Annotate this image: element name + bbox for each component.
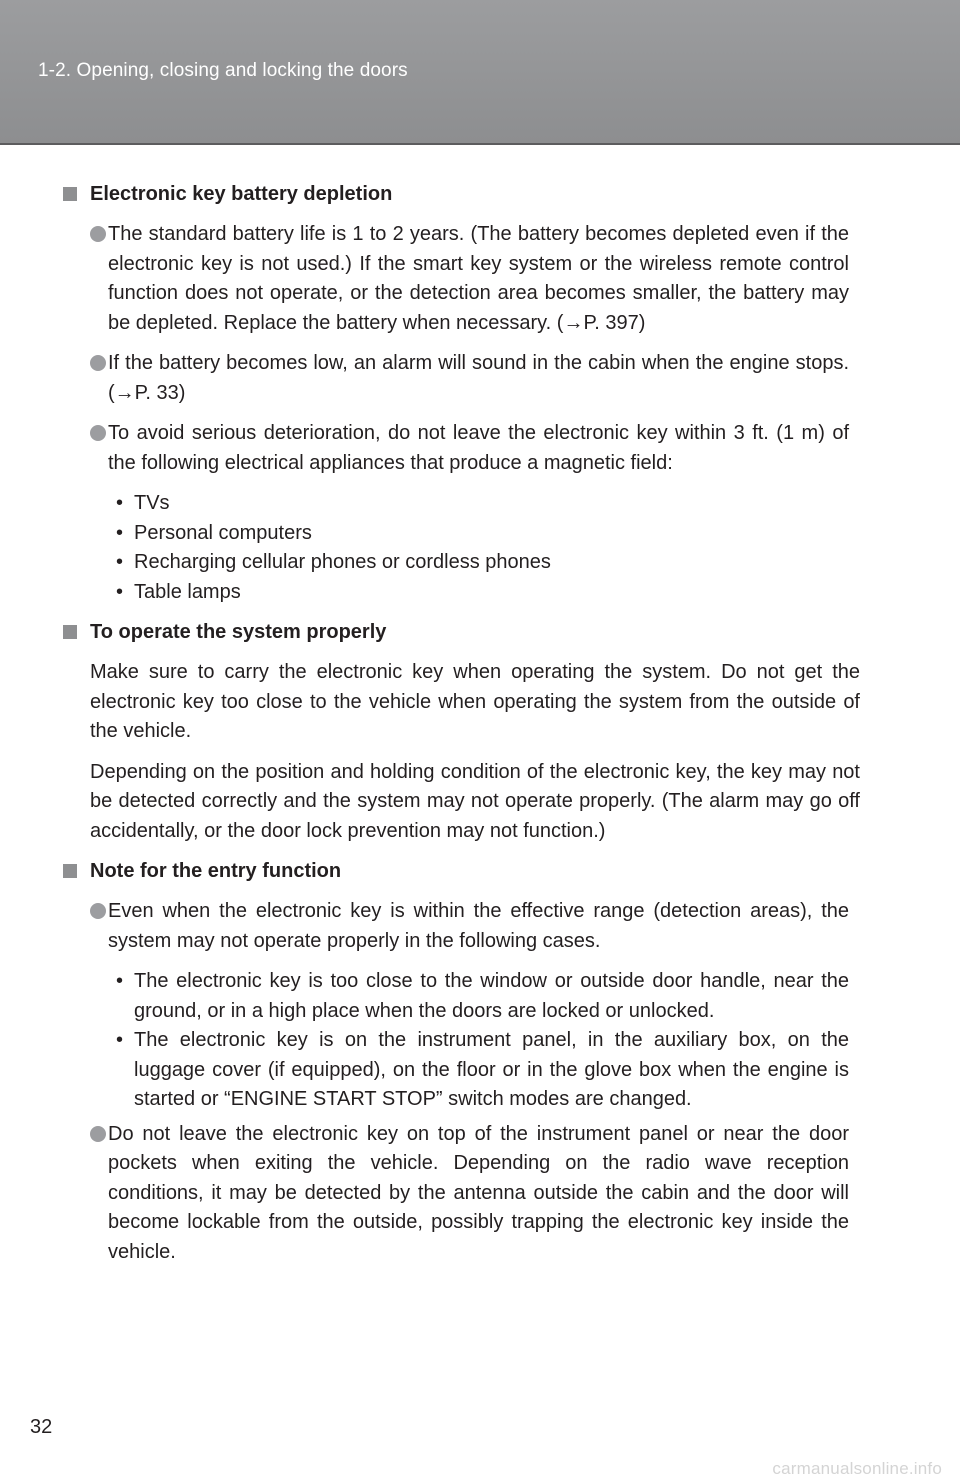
page-header (0, 0, 960, 145)
bullet-text: To avoid serious deterioration, do not leave the electronic key within 3 ft. (1 m) of the following electrical appliances that produce a magnetic field: (108, 422, 849, 474)
bullet-effective-range (108, 897, 849, 1115)
section-title-operate-properly: To operate the system properly (90, 618, 860, 647)
bullet-instrument-panel-warning (108, 1120, 849, 1268)
list-item: • TVs (110, 489, 849, 519)
list-item: • Recharging cellular phones or cordless phones (110, 548, 849, 578)
list-item: • The electronic key is too close to the window or outside door handle, near the ground, or in a high place when the doors are locked or unlocked. (110, 967, 849, 1026)
section-square-icon (63, 625, 77, 639)
bullet-dot-icon (90, 425, 106, 441)
bullet-text: Even when the electronic key is within the effective range (detection areas), the system may not operate properly in the following cases. (108, 900, 849, 952)
list-item: • The electronic key is on the instrument panel, in the auxiliary box, on the luggage cover (if equipped), on the floor or in the glove box when the engine is started or “ENGINE START STOP” switch modes are changed. (110, 1026, 849, 1115)
bullet-dot-icon (90, 226, 106, 242)
bullet-dot-icon (90, 903, 106, 919)
bullet-text: Do not leave the electronic key on top of the instrument panel or near the door pockets when exiting the vehicle. Depending on the radio wave reception conditions, it may be detected by the antenna outside the cabin and the door will become lockable from the outside, possibly trapping the electronic key inside the vehicle. (108, 1122, 849, 1263)
watermark: carmanualsonline.info (772, 1459, 942, 1478)
bullet-text: The standard battery life is 1 to 2 years. (The battery becomes depleted even if the electronic key is not used.) If the smart key system or the wireless remote control function does not operate, or the detection area becomes smaller, the battery may be depleted. Replace the battery when necessary. (→P. 397) (108, 223, 849, 334)
list-item: • Table lamps (110, 578, 849, 608)
bullet-dot-icon (90, 355, 106, 371)
section-title-entry-function: Note for the entry function (90, 857, 860, 886)
section-square-icon (63, 187, 77, 201)
bullet-dot-icon (90, 1126, 106, 1142)
bullet-text: If the battery becomes low, an alarm will sound in the cabin when the engine stops. (→P. 33) (108, 352, 849, 404)
list-item: • Personal computers (110, 519, 849, 549)
section-square-icon (63, 864, 77, 878)
bullet-low-battery-alarm (108, 349, 849, 408)
section-title-battery-depletion: Electronic key battery depletion (90, 180, 860, 209)
case-list (110, 967, 849, 1115)
bullet-magnetic-field (108, 419, 849, 607)
bullet-battery-life (108, 220, 849, 338)
paragraph: Depending on the position and holding condition of the electronic key, the key may not be detected correctly and the system may not operate properly. (The alarm may go off accidentally, or the door lock prevention may not function.) (90, 760, 860, 842)
chapter-title: 1-2. Opening, closing and locking the doors (38, 60, 408, 81)
page-content (90, 180, 860, 1278)
appliance-list (110, 489, 849, 607)
paragraph: Make sure to carry the electronic key when operating the system. Do not get the electronic key too close to the vehicle when operating the system from the outside of the vehicle. (90, 661, 860, 742)
page-number: 32 (30, 1416, 53, 1438)
